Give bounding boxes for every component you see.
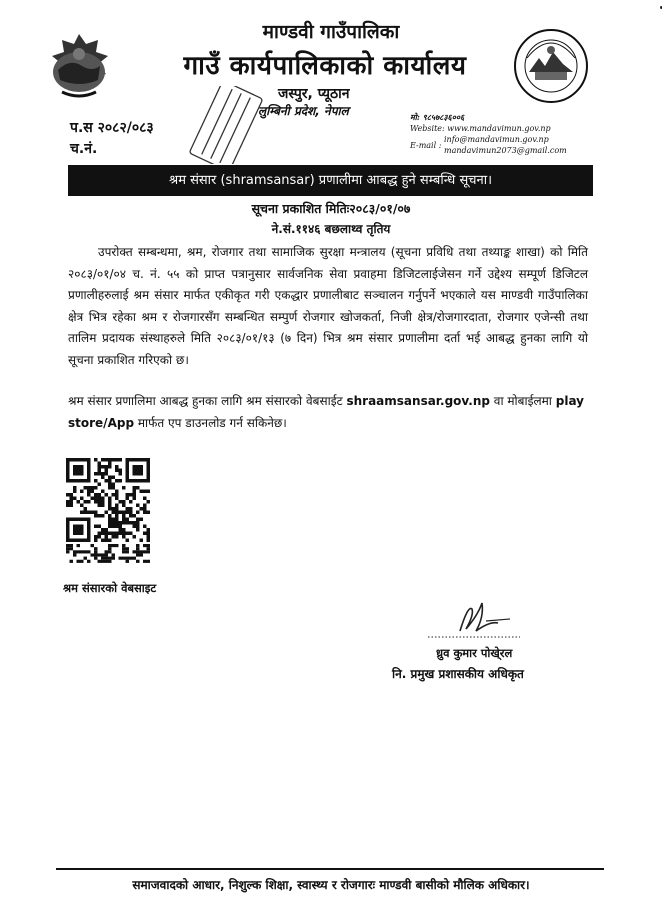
shramsansar-website-link[interactable]: shraamsansar.gov.np	[346, 394, 490, 408]
signature	[420, 595, 525, 643]
qr-caption: श्रम संसारको वेबसाइट	[63, 581, 157, 595]
footer-divider	[56, 868, 604, 870]
email-link-2[interactable]: mandavimun2073@gmail.com	[444, 146, 567, 155]
contact-block	[410, 112, 567, 156]
play-store-text: play store/App	[68, 394, 584, 430]
office-stamp	[180, 86, 272, 164]
dispatch-number: च.नं.	[70, 141, 98, 157]
office-place: जस्पुर, प्यूठान	[278, 86, 350, 102]
footer-slogan: समाजवादको आधार, निशुल्क शिक्षा, स्वास्थ्य र रोजगारः माण्डवी बासीको मौलिक अधिकार।	[132, 878, 530, 892]
email-label: E-mail :	[410, 141, 442, 150]
phone-number: मो: ९८५७८३६००६	[410, 112, 465, 122]
municipality-name: माण्डवी गाउँपालिका	[262, 21, 400, 43]
website-link[interactable]: Website: www.mandavimun.gov.np	[410, 124, 551, 133]
notice-body-paragraph: उपरोक्त सम्बन्धमा, श्रम, रोजगार तथा सामाजिक सुरक्षा मन्त्रालय (सूचना प्रविधि तथा तथ्याङ्क शाखा) को मिति २०८३/०१/०४ च. नं. ५५ को प्राप्त पत्रानुसार सार्वजनिक सेवा प्रवाहमा डिजिटलाईजेसन गर्ने उद्देश्य सम्पूर्ण डिजिटल प्रणालीहरुलाई श्रम संसार मार्फत एकीकृत गरी एकद्धार प्रणालीबाट सञ्चालन गर्नुपर्ने भएकाले यस माण्डवी गाउँपालिका क्षेत्र भित्र रहेका श्रम र रोजगारसँग सम्बन्धित सम्पुर्ण रोजगार खोजकर्ता, निजी क्षेत्र/रोजगारदाता, रोजगार एजेन्सी तथा तालिम प्रदायक संस्थाहरुले मिति २०८३/०१/१३ (७ दिन) भित्र श्रम संसार प्रणालीमा दर्ता भई आबद्ध हुनका लागि यो सूचना प्रकाशित गरिएको छ।	[68, 245, 588, 367]
notice-title-banner: श्रम संसार (shramsansar) प्रणालीमा आबद्ध हुने सम्बन्धि सूचना।	[68, 165, 593, 196]
registration-instructions: श्रम संसार प्रणालिमा आबद्ध हुनका लागि श्रम संसारको वेबसाईट shraamsansar.gov.np वा मोबाईलमा play store/App मार्फत एप डाउनलोड गर्न सकिनेछ।	[68, 394, 584, 430]
signatory-title: नि. प्रमुख प्रशासकीय अधिकृत	[392, 667, 524, 681]
office-province: लुम्बिनी प्रदेश, नेपाल	[258, 104, 349, 118]
nepal-samvat-date: ने.सं.११४६ बछलाथ्व तृतिय	[271, 222, 391, 236]
signatory-name: ध्रुव कुमार पोखे्रल	[436, 646, 513, 660]
reference-number: प.स २०८२/०८३	[70, 120, 154, 136]
publication-date: सूचना प्रकाशित मितिः२०८३/०१/०७	[251, 201, 411, 216]
qr-code-icon[interactable]	[66, 456, 150, 566]
office-name: गाउँ कार्यपालिकाको कार्यालय	[183, 51, 467, 81]
email-link-1[interactable]: info@mandavimun.gov.np	[444, 135, 549, 144]
